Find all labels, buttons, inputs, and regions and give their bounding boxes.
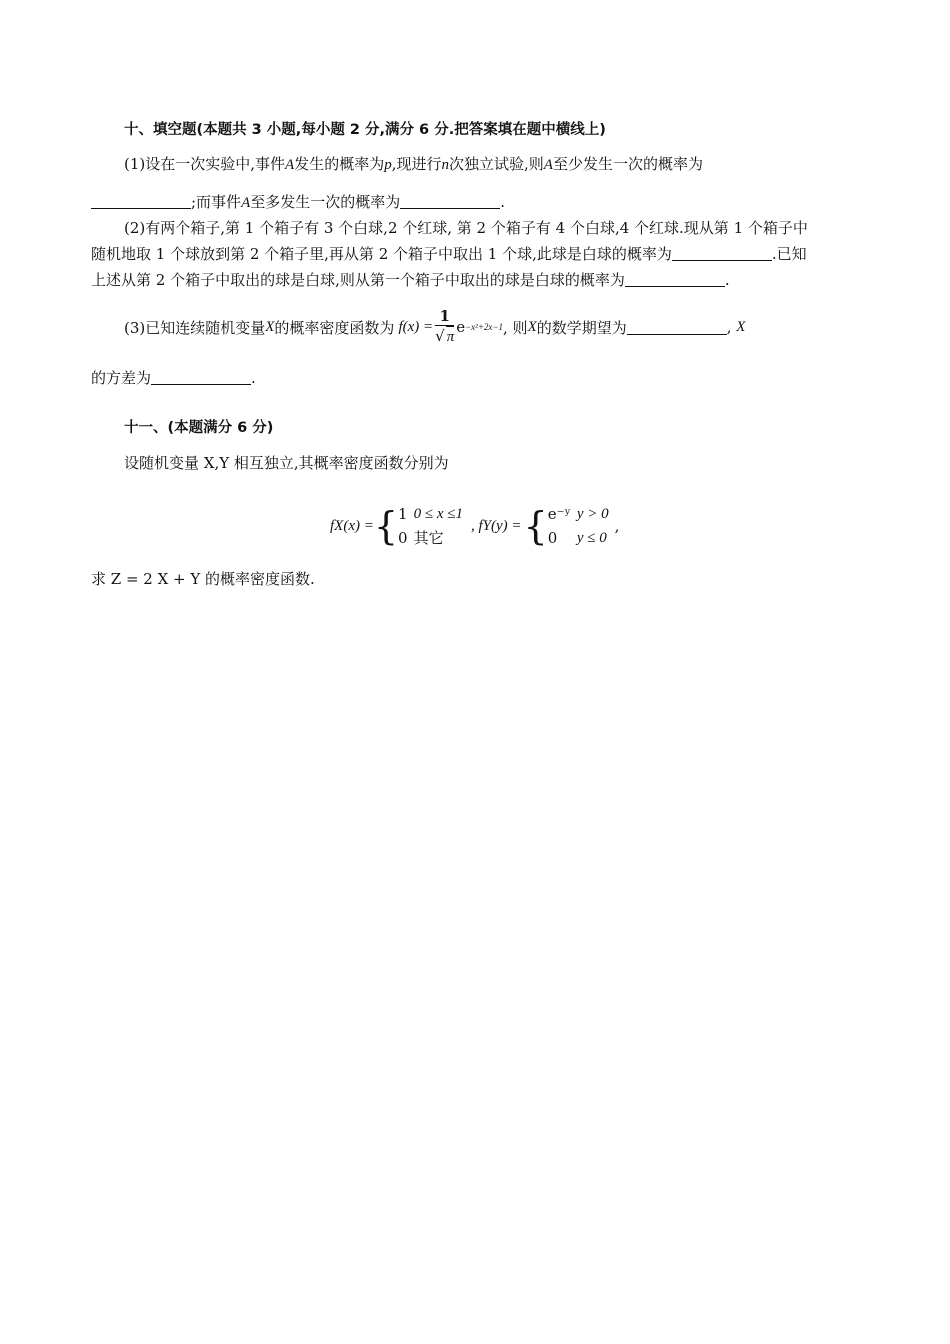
section-11-intro: 设随机变量 X,Y 相互独立,其概率密度函数分别为: [124, 454, 449, 472]
q1-text-f: ;而事件: [191, 193, 242, 211]
fx-row2-value: 0: [398, 529, 408, 547]
section-11-question: 求 Z = 2 X + Y 的概率密度函数.: [91, 570, 315, 588]
fx-brace: {: [373, 504, 399, 548]
fy-row2-value: 0: [547, 529, 558, 547]
q1-p: p: [384, 157, 392, 173]
q3-text-b: 的概率密度函数为: [274, 318, 395, 337]
q1-n: n: [441, 157, 449, 173]
q2-line-3: 上述从第 2 个箱子中取出的球是白球,则从第一个箱子中取出的球是白球的概率为 .: [91, 271, 730, 289]
q3-fraction: [435, 307, 454, 347]
q1-text-g: 至多发生一次的概率为: [250, 193, 401, 211]
q1-text-d: 次独立试验,则: [449, 155, 544, 173]
fy-label: , fY(y) =: [470, 517, 522, 534]
density-ending: ,: [614, 517, 620, 535]
answer-blank-3[interactable]: [672, 246, 772, 261]
q3-pi: π: [446, 326, 455, 347]
fx-row1-value: 1: [398, 505, 408, 523]
q3-fx-label: f(x) =: [398, 318, 434, 335]
fx-row1-cond: 0 ≤ x ≤1: [413, 506, 463, 522]
fx-cases: [398, 502, 469, 550]
section-10-heading: 十、填空题(本题共 3 小题,每小题 2 分,满分 6 分.把答案填在题中横线上): [124, 122, 606, 138]
q3-numerator: 1: [435, 307, 454, 326]
q2-line-2: [91, 243, 807, 264]
answer-blank-4[interactable]: [625, 272, 725, 287]
q3-text-a: (3)已知连续随机变量: [124, 318, 266, 337]
answer-blank-5[interactable]: [627, 320, 727, 335]
q3-exp-base: e: [456, 318, 466, 336]
q1-line-2: ;而事件A至多发生一次的概率为 .: [91, 191, 505, 212]
q1-text-a: (1)设在一次实验中,事件: [124, 155, 286, 173]
q3-var-x-2: X: [527, 318, 537, 335]
q1-text-b: 发生的概率为: [294, 155, 385, 173]
q1-event-a-2: A: [543, 157, 553, 173]
q1-text-c: ,现进行: [391, 155, 442, 173]
q3-text-c: , 则: [503, 318, 528, 337]
answer-blank-6[interactable]: [151, 370, 251, 385]
q3-text-e: 的方差为: [91, 369, 152, 387]
q1-text-e: 至少发生一次的概率为: [552, 155, 703, 173]
q2-line-1: (2)有两个箱子,第 1 个箱子有 3 个白球,2 个红球, 第 2 个箱子有 4 个白球,4 个红球.现从第 1 个箱子中: [124, 219, 808, 237]
answer-blank-2[interactable]: [400, 194, 500, 209]
q3-var-x: X: [265, 318, 275, 335]
fx-row2-cond: 其它: [413, 529, 444, 547]
density-functions: [330, 498, 619, 554]
fy-row2-cond: y ≤ 0: [576, 530, 607, 546]
section-11-heading: 十一、(本题满分 6 分): [124, 420, 274, 436]
fy-row1-value: e⁻ʸ: [547, 505, 571, 523]
q1-event-a-3: A: [241, 195, 251, 211]
q2-text-c: 上述从第 2 个箱子中取出的球是白球,则从第一个箱子中取出的球是白球的概率为: [91, 271, 625, 289]
q3-denominator: √ π: [435, 327, 455, 345]
fy-row1-cond: y > 0: [576, 506, 609, 522]
q3-text-d: 的数学期望为: [536, 318, 627, 337]
q1-line-1: [124, 153, 703, 174]
q2-text-b: .已知: [771, 245, 807, 263]
answer-blank-1[interactable]: [91, 194, 191, 209]
q2-text-a: 随机地取 1 个球放到第 2 个箱子里,再从第 2 个箱子中取出 1 个球,此球是白球的概率为: [91, 245, 672, 263]
q1-event-a: A: [285, 157, 295, 173]
fy-cases: [548, 502, 615, 550]
fy-brace: {: [523, 504, 548, 548]
q3-line-2: 的方差为 .: [91, 369, 256, 387]
fx-label: fX(x) =: [330, 517, 374, 534]
q3-exponent: −x²+2x−1: [465, 322, 504, 332]
q3-line-1: (3)已知连续随机变量 X 的概率密度函数为 f(x) = $\frac{1}{√ \pi}$ e −x²+2x−1 , 则 X 的数学期望为 , X: [124, 307, 746, 345]
q3-var-x-3: X: [736, 318, 746, 335]
